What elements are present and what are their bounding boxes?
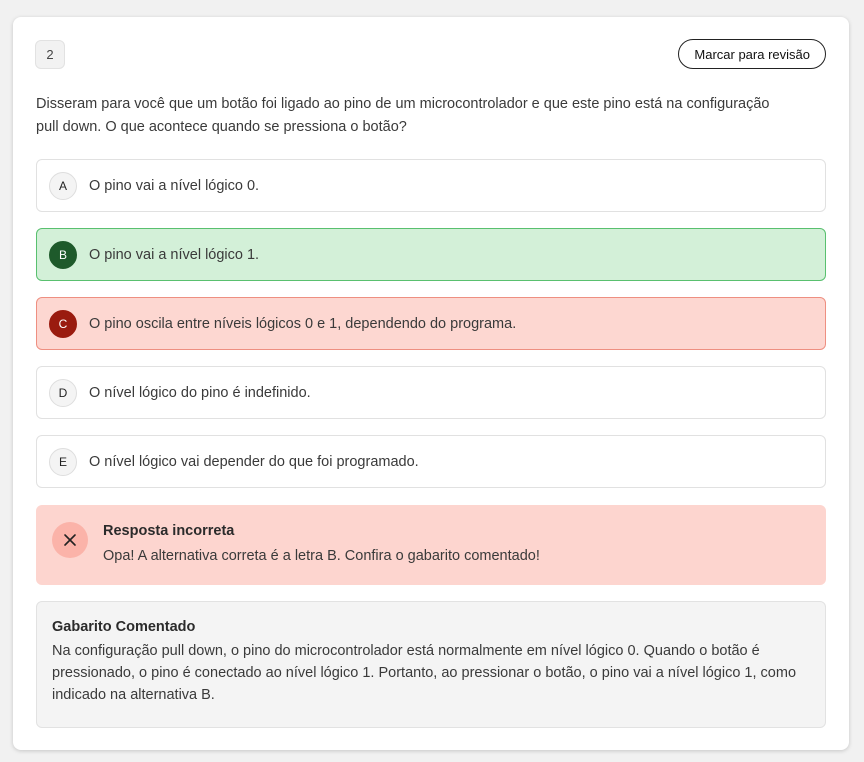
feedback-banner [36, 505, 826, 585]
question-card [13, 17, 849, 750]
mark-for-review-button[interactable]: Marcar para revisão [678, 39, 826, 69]
option-letter: D [49, 379, 77, 407]
option-d[interactable] [36, 366, 826, 419]
option-c[interactable] [36, 297, 826, 350]
option-text: O nível lógico vai depender do que foi programado. [89, 453, 419, 470]
option-text: O nível lógico do pino é indefinido. [89, 384, 311, 401]
option-letter: A [49, 172, 77, 200]
commentary-body: Na configuração pull down, o pino do microcontrolador está normalmente em nível lógico 0. Quando o botão é pressionado, o pino é conectado ao nível lógico 1. Portanto, ao pressionar o botão, o pino vai a nível lógico 1, como indicado na alternativa B. [52, 643, 797, 703]
option-text: O pino vai a nível lógico 1. [89, 246, 260, 263]
option-a[interactable] [36, 159, 826, 212]
option-letter: C [49, 310, 77, 338]
feedback-title: Resposta incorreta [103, 523, 235, 539]
option-b[interactable] [36, 228, 826, 281]
question-text: Disseram para você que um botão foi ligado ao pino de um microcontrolador e que este pino está na configuração pull down. O que acontece quando se pressiona o botão? [36, 96, 770, 135]
option-letter: E [49, 448, 77, 476]
option-text: O pino vai a nível lógico 0. [89, 177, 260, 194]
commentary-title: Gabarito Comentado [52, 619, 196, 635]
feedback-message: Opa! A alternativa correta é a letra B. Confira o gabarito comentado! [103, 548, 540, 564]
option-letter: B [49, 241, 77, 269]
close-icon [52, 522, 88, 558]
option-e[interactable] [36, 435, 826, 488]
question-number-badge: 2 [35, 40, 65, 69]
option-text: O pino oscila entre níveis lógicos 0 e 1, dependendo do programa. [89, 315, 517, 332]
commented-answer-box [36, 601, 826, 728]
